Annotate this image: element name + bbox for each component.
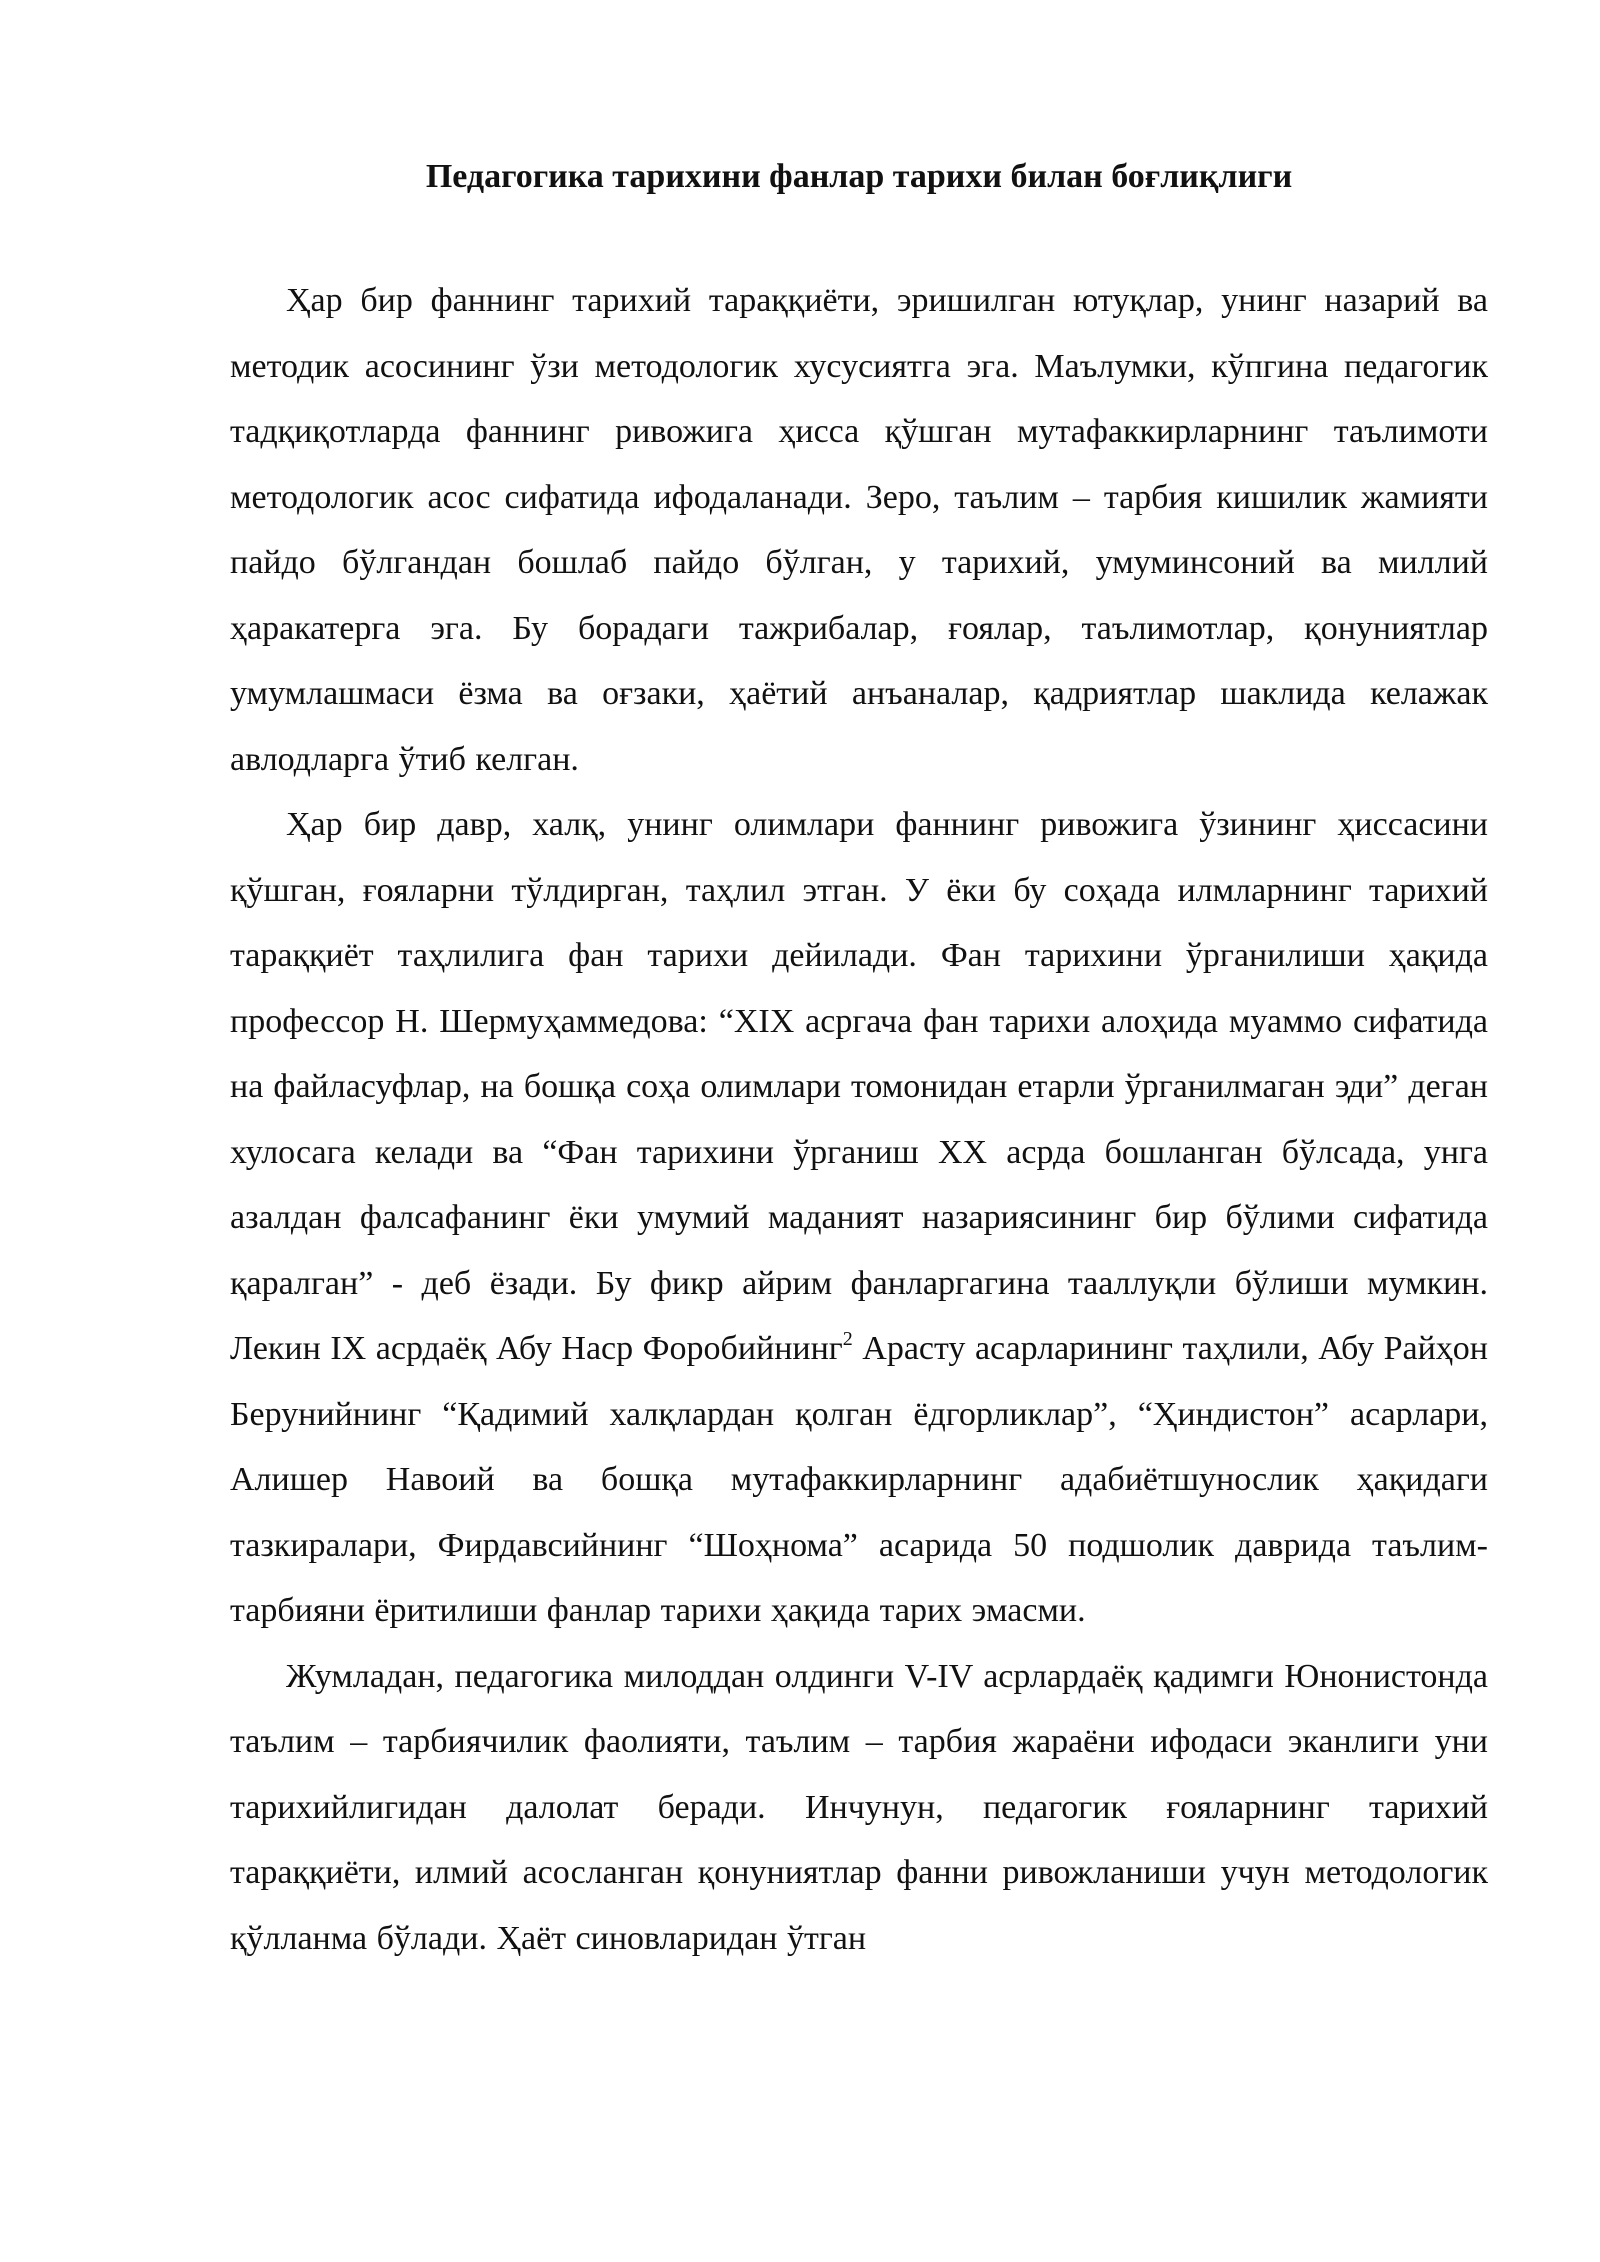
paragraph-1: Ҳар бир фаннинг тарихий тараққиёти, эришилган ютуқлар, унинг назарий ва методик асосининг ўзи методологик хусусиятга эга. Маълумки, кўпгина педагогик тадқиқотларда фаннинг ривожига ҳисса қўшган мутафаккирларнинг таълимоти методологик асос сифатида ифодаланади. Зеро, таълим – тарбия кишилик жамияти пайдо бўлгандан бошлаб пайдо бўлган, у тарихий, умуминсоний ва миллий ҳаракатерга эга. Бу борадаги тажрибалар, ғоялар, таълимотлар, қонуниятлар умумлашмаси ёзма ва оғзаки, ҳаётий анъаналар, қадриятлар шаклида келажак авлодларга ўтиб келган. bbox=[230, 282, 1488, 778]
paragraph-2-text-after-footnote: Арасту асарларининг таҳлили, Абу Райҳон Берунийнинг “Қадимий халқлардан қолган ёдгорликлар”, “Ҳиндистон” асарлари, Алишер Навоий ва бошқа мутафаккирларнинг адабиётшунослик ҳақидаги тазкиралари, Фирдавсийнинг “Шоҳнома” асарида 50 подшолик даврида таълим-тарбияни ёритилиши фанлар тарихи ҳақида тарих эмасми. bbox=[230, 1330, 1488, 1629]
footnote-reference[interactable]: 2 bbox=[842, 1328, 853, 1350]
document-title: Педагогика тарихини фанлар тарихи билан боғлиқлиги bbox=[425, 158, 1293, 195]
document-body bbox=[230, 268, 1488, 1971]
paragraph-2-text-before-footnote: Ҳар бир давр, халқ, унинг олимлари фаннинг ривожига ўзининг ҳиссасини қўшган, ғояларни тўлдирган, таҳлил этган. У ёки бу соҳада илмларнинг тарихий тараққиёт таҳлилига фан тарихи дейилади. Фан тарихини ўрганилиши ҳақида профессор Н. Шермуҳаммедова: “XIX асргача фан тарихи алоҳида муаммо сифатида на файласуфлар, на бошқа соҳа олимлари томонидан етарли ўрганилмаган эди” деган хулосага келади ва “Фан тарихини ўрганиш XX асрда бошланган бўлсада, унга азалдан фалсафанинг ёки умумий маданият назариясининг бир бўлими сифатида қаралган” - деб ёзади. Бу фикр айрим фанларгагина тааллуқли бўлиши мумкин. Лекин IX асрдаёқ Абу Наср Форобийнинг bbox=[230, 806, 1488, 1367]
paragraph-2 bbox=[230, 792, 1488, 1644]
paragraph-3: Жумладан, педагогика милоддан олдинги V-IV асрлардаёқ қадимги Юнонистонда таълим – тарбиячилик фаолияти, таълим – тарбия жараёни ифодаси эканлиги уни тарихийлигидан далолат беради. Инчунун, педагогик ғояларнинг тарихий тараққиёти, илмий асосланган қонуниятлар фанни ривожланиши учун методологик қўлланма бўлади. Ҳаёт синовларидан ўтган bbox=[230, 1657, 1488, 1957]
